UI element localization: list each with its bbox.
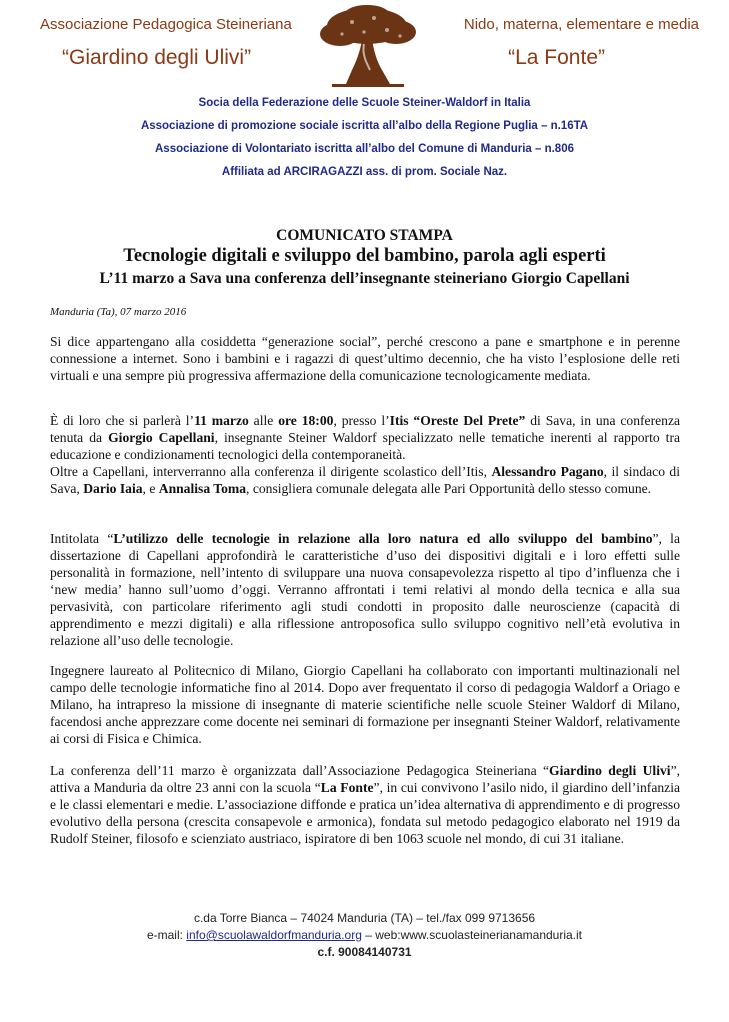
school-levels: Nido, materna, elementare e media bbox=[463, 16, 699, 33]
affiliation-federation: Socia della Federazione delle Scuole Steiner-Waldorf in Italia bbox=[198, 97, 531, 109]
paragraph-6-text: La conferenza dell’11 marzo è organizzata dall’Associazione Pedagogica Steineriana “Giardino degli Ulivi”, attiva a Manduria da oltre 23 anni con la scuola “La Fonte”, in cui convivono l’asilo nido, il giardino dell’infanzia e le classi elementari e medie. L’associazione diffonde e pratica un’idea alternativa di apprendimento e di progresso evolutivo della persona (crescita consapevole e armonica), fondata sul metodo pedagogico elaborato nel 1919 da Rudolf Steiner, filosofo e scienziato austriaco, ispiratore di ben 1063 scuole nel mondo, di cui 31 italiane. bbox=[50, 763, 681, 846]
footer-web: – web:www.scuolasteinerianamanduria.it bbox=[361, 928, 583, 942]
paragraph-event bbox=[50, 412, 680, 497]
paragraph-5-text: Ingegnere laureato al Politecnico di Milano, Giorgio Capellani ha collaborato con importanti multinazionali nel campo delle tecnologie informatiche fino al 2014. Dopo aver frequentato il corso di pedagogia Waldorf a Oriago e Milano, ha intrapreso la missione di insegnante di materie scientifiche nelle scuole Steiner Waldorf di Milano, facendosi anche apprezzare come docente nei seminari di formazione per insegnanti Steiner Waldorf, relativamente ai corsi di Fisica e Chimica. bbox=[50, 663, 680, 746]
footer-address: c.da Torre Bianca – 74024 Manduria (TA) – tel./fax 099 9713656 bbox=[193, 911, 536, 925]
association-name: Associazione Pedagogica Steineriana bbox=[40, 16, 292, 33]
olive-tree-logo-icon bbox=[312, 4, 422, 88]
subheadline: L’11 marzo a Sava una conferenza dell’insegnante steineriano Giorgio Capellani bbox=[99, 270, 630, 287]
school-title: “La Fonte” bbox=[508, 46, 605, 69]
footer-contacts: e-mail: info@scuolawaldorfmanduria.org – web:www.scuolasteinerianamanduria.it bbox=[146, 928, 583, 942]
email-link[interactable]: info@scuolawaldorfmanduria.org bbox=[186, 928, 362, 942]
dateline: Manduria (Ta), 07 marzo 2016 bbox=[50, 306, 187, 318]
association-title: “Giardino degli Ulivi” bbox=[62, 46, 252, 69]
headline: Tecnologie digitali e sviluppo del bambino, parola agli esperti bbox=[123, 246, 606, 266]
press-release-label: COMUNICATO STAMPA bbox=[276, 227, 453, 244]
paragraph-1-text: Si dice appartengano alla cosiddetta “generazione social”, perché crescono a pane e smartphone e in perenne connessione a internet. Sono i bambini e i ragazzi di quest’ultimo decennio, che ha visto l’esplosione delle reti virtuali e una sempre più progressiva affermazione della comunicazione tecnologicamente mediata. bbox=[50, 334, 680, 383]
paragraph-topic bbox=[50, 530, 680, 649]
paragraph-intro bbox=[50, 333, 680, 384]
affiliation-manduria: Associazione di Volontariato iscritta all’albo del Comune di Manduria – n.806 bbox=[155, 143, 574, 155]
footer-tax-code: c.f. 90084140731 bbox=[317, 945, 412, 959]
paragraph-3-text: Oltre a Capellani, interverranno alla conferenza il dirigente scolastico dell’Itis, Alessandro Pagano, il sindaco di Sava, Dario Iaia, e Annalisa Toma, consigliera comunale delegata alle Pari Opportunità dello stesso comune. bbox=[50, 464, 681, 496]
affiliation-puglia: Associazione di promozione sociale iscritta all’albo della Regione Puglia – n.16TA bbox=[140, 120, 589, 132]
affiliation-arciragazzi: Affiliata ad ARCIRAGAZZI ass. di prom. Sociale Naz. bbox=[221, 166, 508, 178]
paragraph-organizer bbox=[50, 762, 680, 847]
paragraph-bio bbox=[50, 662, 680, 747]
paragraph-2-text: È di loro che si parlerà l’11 marzo alle ore 18:00, presso l’Itis “Oreste Del Prete” di Sava, in una conferenza tenuta da Giorgio Capellani, insegnante Steiner Waldorf specializzato nelle tematiche inerenti al rapporto tra educazione e condizionamenti tecnologici della contemporaneità. bbox=[50, 413, 681, 462]
paragraph-4-text: Intitolata “L’utilizzo delle tecnologie in relazione alla loro natura ed allo sviluppo del bambino”, la dissertazione di Capellani approfondirà le caratteristiche d’uso dei dispositivi digitali e i loro effetti sulle personalità in formazione, nell’intento di sviluppare una nuova consapevolezza rispetto al tipo d’influenza che i ‘new media’ hanno sull’uomo d’oggi. Verranno affrontati i temi relativi al mondo della tecnica e alla sua pervasività, con particolare riferimento agli studi condotti in proposito dalle neuroscienze (capacità di apprendimento e mezzi digitali) e alla riflessione antroposofica sullo sviluppo cognitivo nell’età evolutiva in relazione all’uso delle tecnologie. bbox=[50, 531, 680, 648]
